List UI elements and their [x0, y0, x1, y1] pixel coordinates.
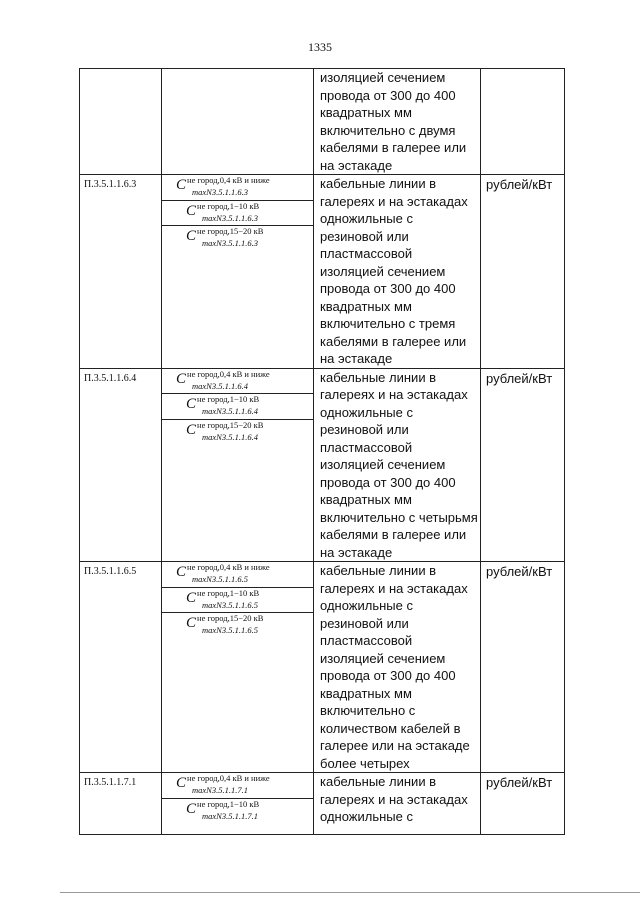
row-formulas	[162, 69, 314, 175]
formula-subscript: maxN3.5.1.1.6.3	[202, 212, 258, 223]
formula-subscript: maxN3.5.1.1.6.3	[202, 238, 258, 248]
formula	[162, 773, 313, 799]
formula-subscript: maxN3.5.1.1.6.3	[192, 187, 248, 197]
formula-superscript: не город,0,4 кВ и ниже	[187, 175, 270, 185]
table-row	[80, 175, 565, 369]
row-description: кабельные линии в галереях и на эстакадах одножильные с резиновой или пластмассовой изоляцией сечением провода от 300 до 400 квадратных мм включительно с тремя кабелями в галерее или на эстакаде	[314, 175, 481, 369]
formula-subscript: maxN3.5.1.1.6.4	[202, 406, 258, 416]
row-unit: рублей/кВт	[481, 562, 565, 773]
formula	[162, 588, 313, 614]
row-description: кабельные линии в галереях и на эстакадах одножильные с резиновой или пластмассовой изоляцией сечением провода от 300 до 400 квадратных мм включительно с количеством кабелей в галерее или на эстакаде более четырех	[314, 562, 481, 773]
formula-symbol: C	[176, 775, 187, 791]
formula-superscript: не город,1−10 кВ	[197, 798, 260, 809]
row-code	[80, 69, 162, 175]
formula-subscript: maxN3.5.1.1.6.5	[202, 599, 258, 610]
formula-superscript: не город,1−10 кВ	[197, 200, 260, 211]
row-unit: рублей/кВт	[481, 175, 565, 369]
formula-symbol: C	[186, 228, 197, 244]
formula-subscript: maxN3.5.1.1.6.4	[202, 431, 258, 442]
formula	[162, 394, 313, 420]
row-description: кабельные линии в галереях и на эстакадах одножильные с резиновой или пластмассовой изоляцией сечением провода от 300 до 400 квадратных мм включительно с четырьмя кабелями в галерее или на эстакаде	[314, 368, 481, 562]
formula	[162, 201, 313, 227]
table-row	[80, 773, 565, 835]
formula	[162, 226, 313, 251]
formula-symbol: C	[186, 615, 197, 631]
formula	[162, 613, 313, 638]
formula-symbol: C	[186, 396, 197, 412]
row-description: изоляцией сечением провода от 300 до 400 квадратных мм включительно с двумя кабелями в галерее или на эстакаде	[314, 69, 481, 175]
formula	[162, 562, 313, 588]
row-code: П.3.5.1.1.6.3	[80, 175, 162, 369]
row-formulas	[162, 368, 314, 562]
page-bottom-rule	[60, 892, 640, 893]
row-formulas	[162, 175, 314, 369]
tariff-table	[79, 68, 565, 835]
formula-subscript: maxN3.5.1.1.7.1	[202, 810, 258, 821]
formula-symbol: C	[176, 177, 187, 193]
row-description: кабельные линии в галереях и на эстакадах одножильные с	[314, 773, 481, 835]
formula-subscript: maxN3.5.1.1.6.4	[192, 380, 248, 391]
formula-superscript: не город,0,4 кВ и ниже	[187, 773, 270, 783]
formula	[162, 369, 313, 395]
formula-symbol: C	[186, 421, 197, 438]
formula-symbol: C	[176, 370, 187, 387]
row-unit: рублей/кВт	[481, 368, 565, 562]
row-code: П.3.5.1.1.6.5	[80, 562, 162, 773]
formula-superscript: не город,0,4 кВ и ниже	[187, 562, 270, 572]
page-number: 1335	[308, 40, 332, 54]
formula-superscript: не город,15−20 кВ	[197, 613, 264, 623]
formula-subscript: maxN3.5.1.1.6.5	[192, 574, 248, 584]
row-unit	[481, 69, 565, 175]
formula	[162, 799, 313, 824]
formula-subscript: maxN3.5.1.1.6.5	[202, 625, 258, 635]
table-row	[80, 562, 565, 773]
formula-symbol: C	[186, 800, 197, 817]
formula-superscript: не город,1−10 кВ	[197, 394, 260, 404]
formula	[162, 420, 313, 445]
formula-symbol: C	[176, 564, 187, 580]
formula-subscript: maxN3.5.1.1.7.1	[192, 785, 248, 795]
formula	[162, 175, 313, 201]
formula-symbol: C	[186, 589, 197, 606]
formula-symbol: C	[186, 202, 197, 219]
row-formulas	[162, 562, 314, 773]
row-code: П.3.5.1.1.6.4	[80, 368, 162, 562]
row-code: П.3.5.1.1.7.1	[80, 773, 162, 835]
row-unit: рублей/кВт	[481, 773, 565, 835]
table-row	[80, 368, 565, 562]
formula-superscript: не город,15−20 кВ	[197, 226, 264, 236]
formula-superscript: не город,0,4 кВ и ниже	[187, 368, 270, 379]
table-row	[80, 69, 565, 175]
formula-superscript: не город,1−10 кВ	[197, 587, 260, 598]
row-formulas	[162, 773, 314, 835]
formula-superscript: не город,15−20 кВ	[197, 419, 264, 430]
